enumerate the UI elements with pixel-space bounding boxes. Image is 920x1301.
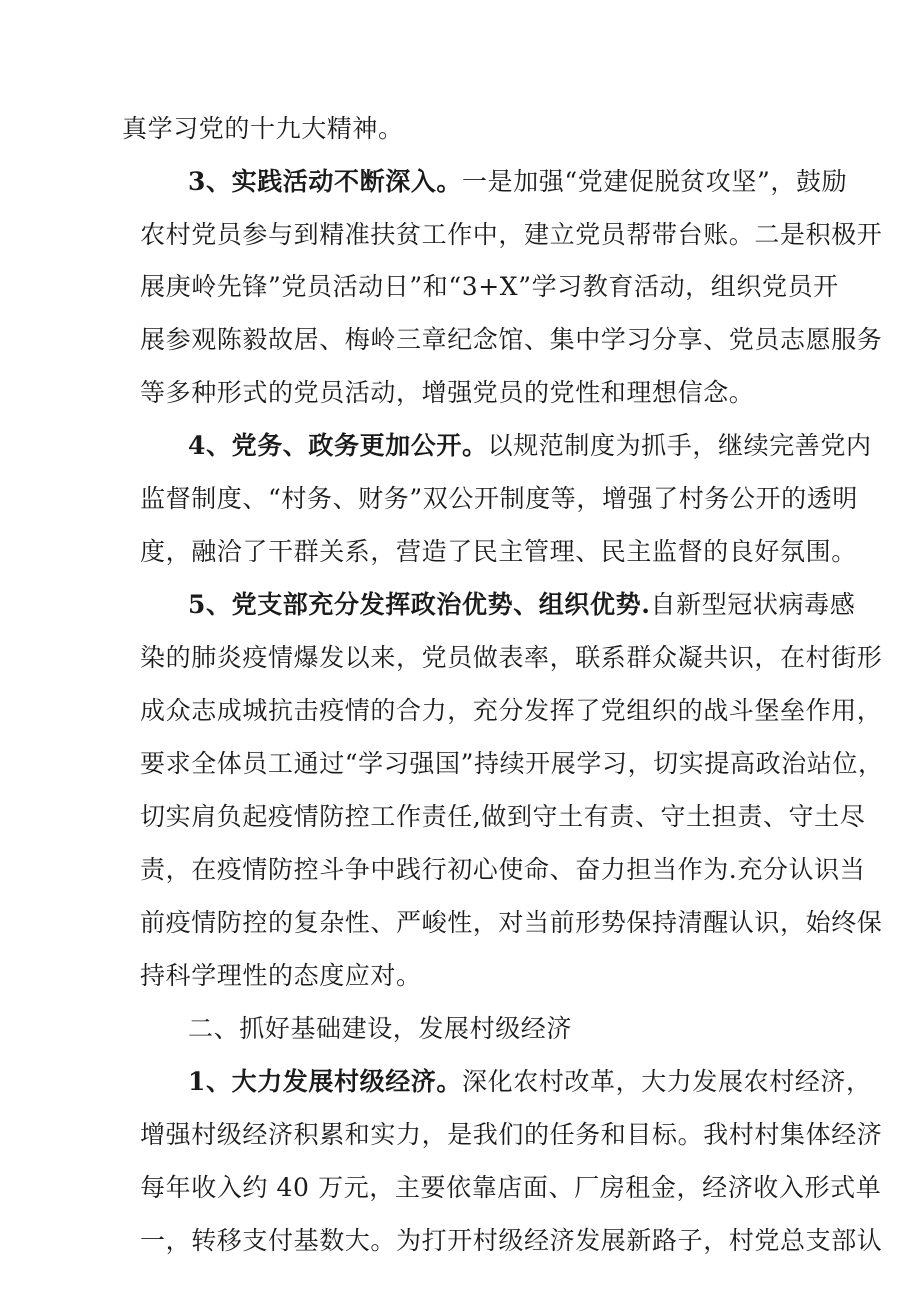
section-heading-line bbox=[188, 590, 856, 620]
paragraph-line bbox=[140, 325, 883, 355]
chapter-heading-text: 二、抓好基础建设，发展村级经济 bbox=[188, 1014, 573, 1043]
line-text: 展庚岭先锋”党员活动日”和“3+X”学习教育活动，组织党员开 bbox=[140, 272, 839, 301]
section-heading-line bbox=[188, 431, 872, 461]
line-text: 以规范制度为抓手，继续完善党内 bbox=[487, 431, 872, 460]
paragraph-line bbox=[140, 1173, 882, 1203]
paragraph-line bbox=[140, 220, 883, 250]
paragraph-line bbox=[122, 114, 784, 144]
line-text: 真学习党的十九大精神。 bbox=[122, 114, 404, 143]
line-text: 自新型冠状病毒感 bbox=[650, 590, 856, 619]
paragraph-line bbox=[140, 908, 883, 938]
line-text: 前疫情防控的复杂性、严峻性，对当前形势保持清醒认识，始终保 bbox=[140, 908, 883, 937]
paragraph-line bbox=[140, 643, 883, 673]
line-text: 展参观陈毅故居、梅岭三章纪念馆、集中学习分享、党员志愿服务 bbox=[140, 325, 883, 354]
line-text: 一，转移支付基数大。为打开村级经济发展新路子，村党总支部认 bbox=[140, 1226, 883, 1255]
line-text: 责，在疫情防控斗争中践行初心使命、奋力担当作为.充分认识当 bbox=[140, 855, 866, 884]
paragraph-line bbox=[140, 378, 802, 408]
paragraph-line bbox=[140, 537, 857, 567]
line-text: 每年收入约 40 万元，主要依靠店面、厂房租金，经济收入形式单 bbox=[140, 1173, 882, 1202]
paragraph-line bbox=[140, 961, 802, 991]
line-text: 增强村级经济积累和实力，是我们的任务和目标。我村村集体经济 bbox=[140, 1120, 883, 1149]
line-text: 持科学理性的态度应对。 bbox=[140, 961, 422, 990]
section-heading-4: 4、党务、政务更加公开。 bbox=[188, 431, 488, 460]
line-text: 成众志成城抗击疫情的合力，充分发挥了党组织的战斗堡垒作用， bbox=[140, 696, 883, 725]
line-text: 深化农村改革，大力发展农村经济， bbox=[462, 1067, 872, 1096]
line-text: 等多种形式的党员活动，增强党员的党性和理想信念。 bbox=[140, 378, 755, 407]
section-heading-3: 3、实践活动不断深入。 bbox=[188, 167, 462, 196]
section-heading-line bbox=[188, 167, 848, 197]
line-text: 要求全体员工通过“学习强国”持续开展学习，切实提高政治站位， bbox=[140, 749, 884, 778]
paragraph-line bbox=[140, 802, 866, 832]
paragraph-line bbox=[140, 1226, 883, 1256]
line-text: 农村党员参与到精准扶贫工作中，建立党员帮带台账。二是积极开 bbox=[140, 220, 883, 249]
section-heading-5: 5、党支部充分发挥政治优势、组织优势. bbox=[188, 590, 651, 619]
paragraph-line bbox=[140, 855, 866, 885]
paragraph-line bbox=[140, 696, 883, 726]
line-text: 切实肩负起疫情防控工作责任,做到守土有责、守土担责、守土尽 bbox=[140, 802, 866, 831]
paragraph-line bbox=[140, 1120, 883, 1150]
paragraph-line bbox=[140, 484, 858, 514]
line-text: 一是加强“党建促脱贫攻坚”，鼓励 bbox=[462, 167, 848, 196]
line-text: 染的肺炎疫情爆发以来，党员做表率，联系群众凝共识，在村街形 bbox=[140, 643, 883, 672]
paragraph-line bbox=[140, 749, 884, 779]
section-heading-1: 1、大力发展村级经济。 bbox=[188, 1067, 462, 1096]
paragraph-line bbox=[140, 272, 839, 302]
section-heading-line bbox=[188, 1067, 872, 1097]
chapter-heading bbox=[188, 1014, 850, 1044]
line-text: 度，融洽了干群关系，营造了民主管理、民主监督的良好氛围。 bbox=[140, 537, 857, 566]
line-text: 监督制度、“村务、财务”双公开制度等，增强了村务公开的透明 bbox=[140, 484, 858, 513]
